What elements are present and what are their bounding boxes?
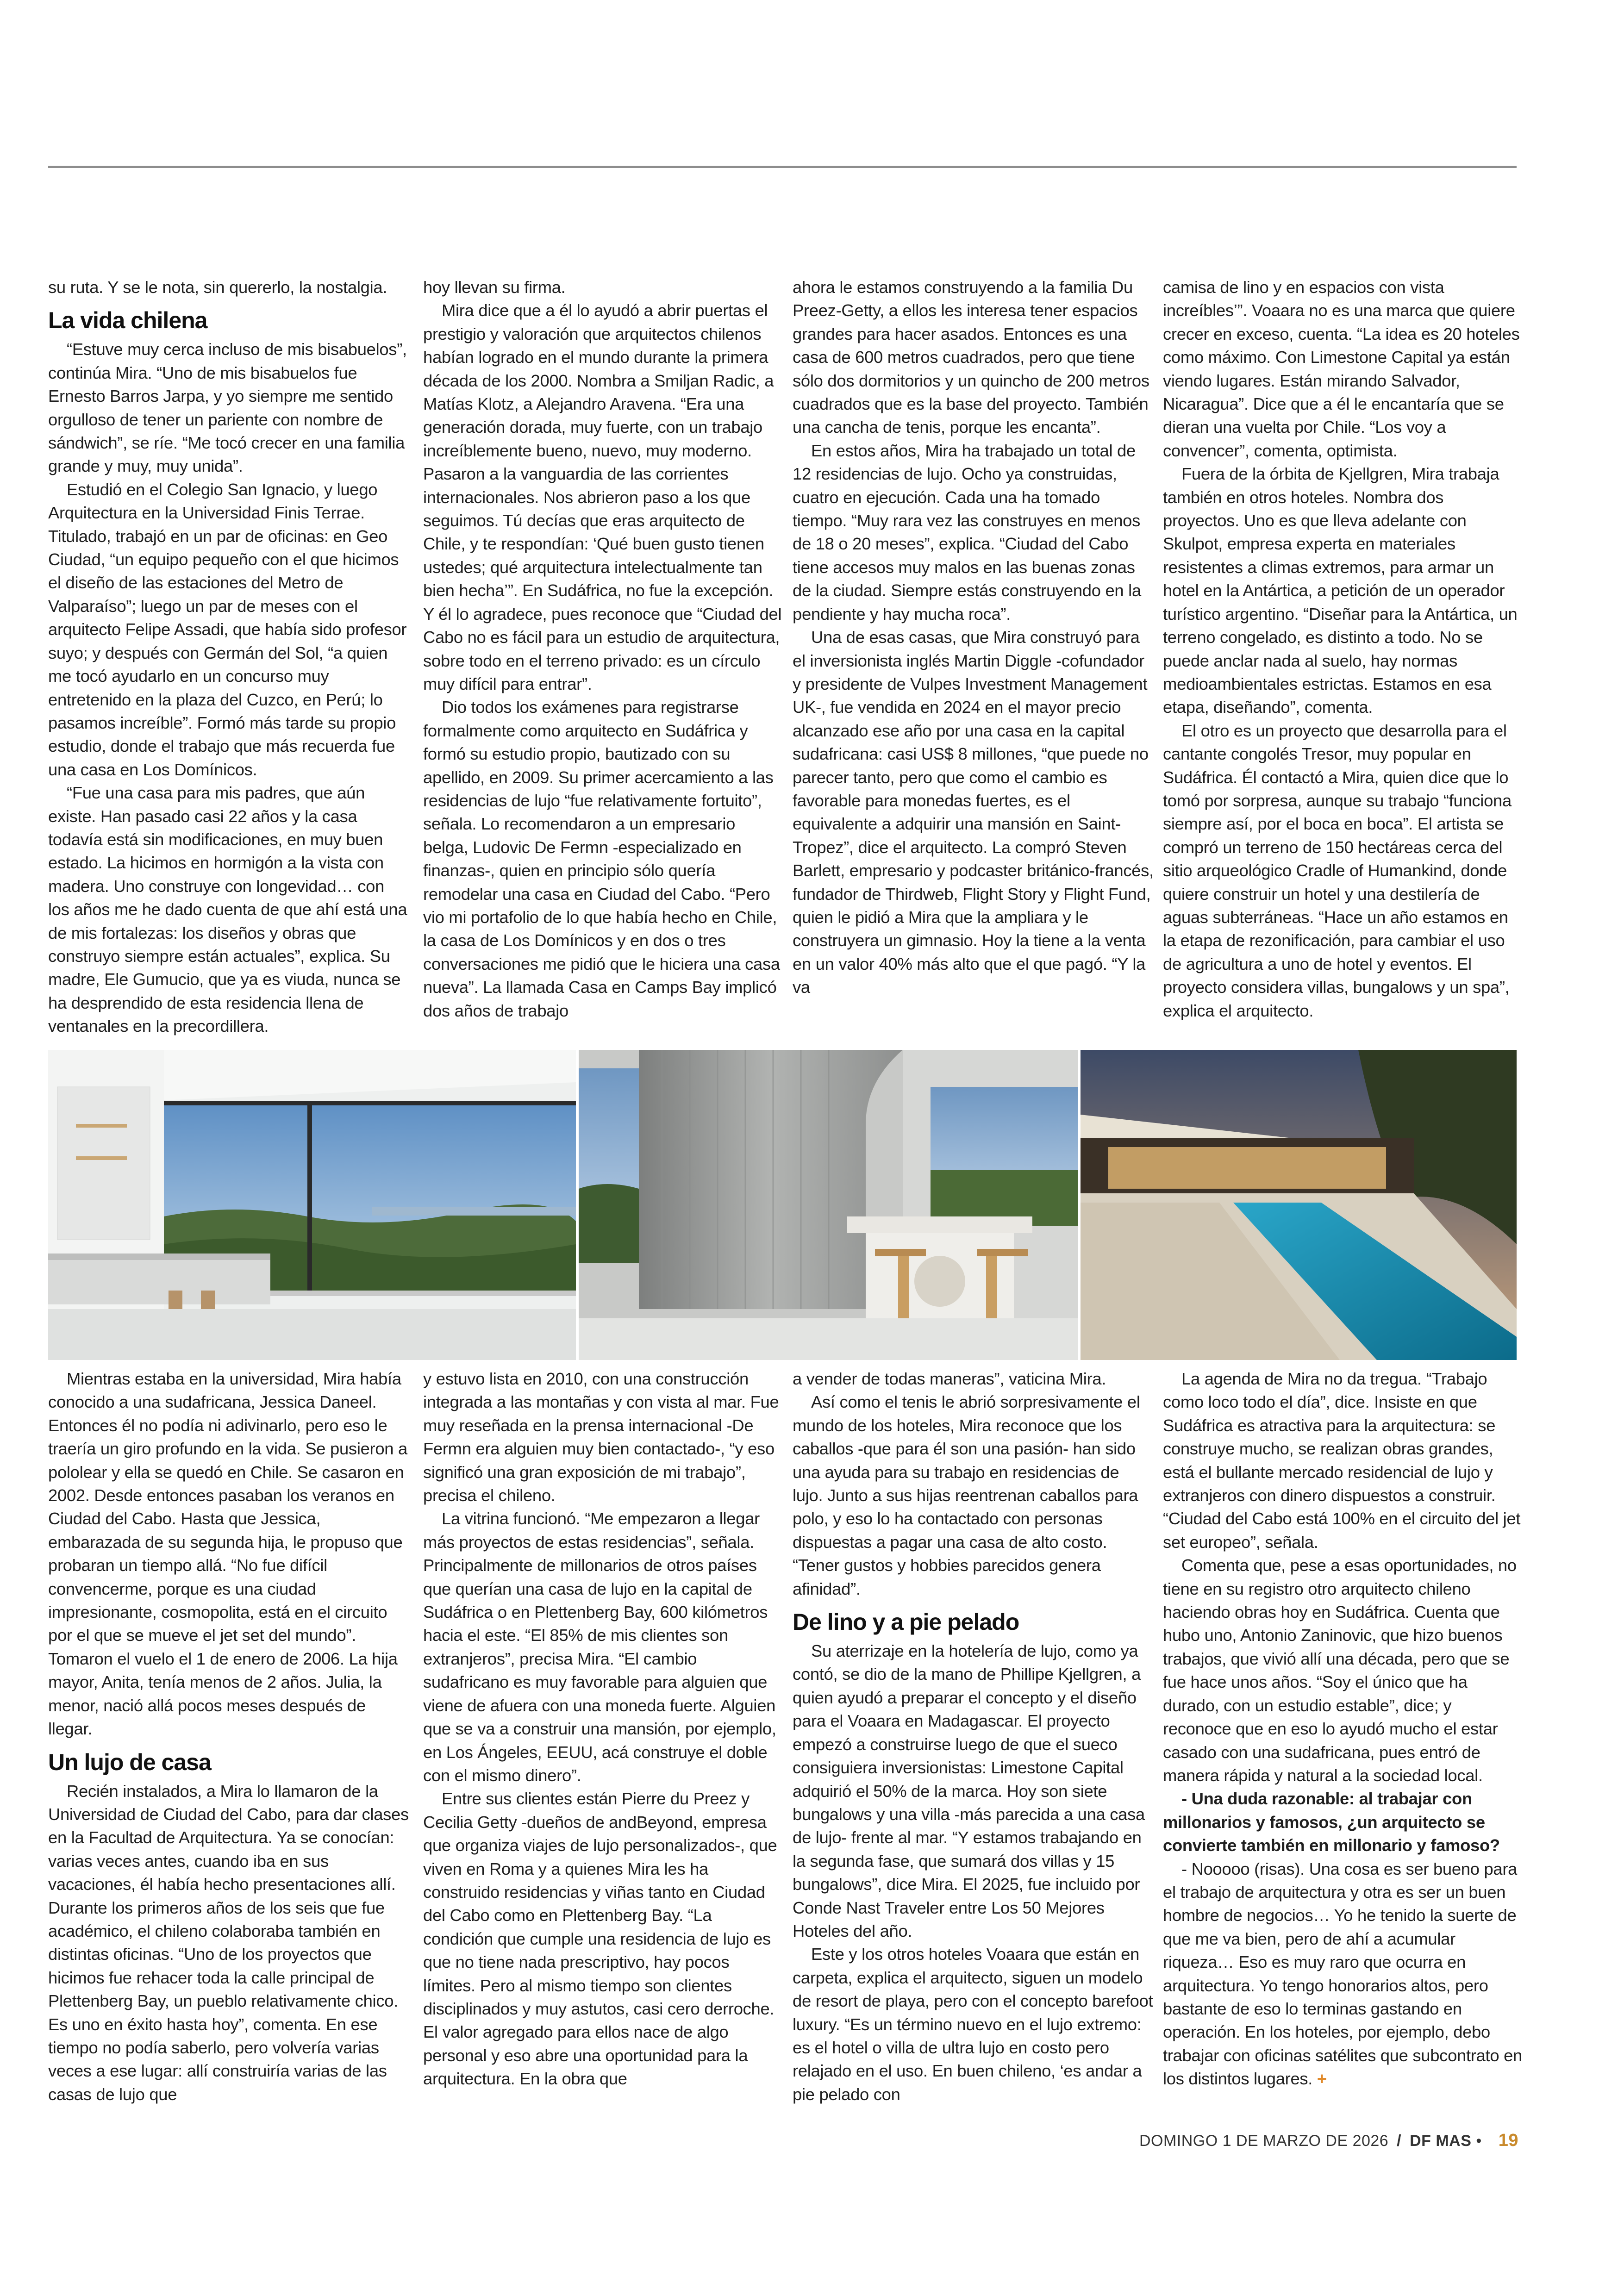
photo-pool-house <box>1081 1050 1517 1360</box>
issue-date: DOMINGO 1 DE MARZO DE 2026 <box>1139 2132 1389 2150</box>
article-paragraph: Recién instalados, a Mira lo llamaron de la Universidad de Ciudad del Cabo, para dar clases en la Facultad de Arquitectura. Ya se conocían: varias veces antes, cuando iba en sus vacaciones, él había hecho presentaciones allí. Durante los primeros años de los seis que fue académico, el chileno colaboraba también en distintas oficinas. “Uno de los proyectos que hicimos fue rehacer toda la calle principal de Plettenberg Bay, un pueblo relativamente chico. Es uno en éxito hasta hoy”, comenta. En ese tiempo no podía saberlo, pero volvería varias veces a ese lugar: allí construiría varias de las casas de lujo que <box>48 1781 409 2104</box>
article-paragraph: “Fue una casa para mis padres, que aún existe. Han pasado casi 22 años y la casa todavía está sin modificaciones, en muy buen estado. La hicimos en hormigón a la vista con madera. Uno construye con longevidad… con los años me he dado cuenta de que ahí está una de mis fortalezas: los diseños y obras que construyo siempre están actuales”, explica. Su madre, Ele Gumucio, que ya es viuda, nunca se ha desprendido de esta residencia llena de ventanales en la precordillera. <box>48 783 407 1036</box>
article-paragraph: Mientras estaba en la universidad, Mira había conocido a una sudafricana, Jessica Daneel. Entonces él no podía ni adivinarlo, pero eso le traería un giro profundo en la vida. Se pusieron a pololear y ella se quedó en Chile. Se casaron en 2002. Desde entonces pasaban los veranos en Ciudad del Cabo. Hasta que Jessica, embarazada de su segunda hija, le propuso que probaran un tiempo allá. “No fue difícil convencerme, porque es una ciudad impresionante, cosmopolita, está en el circuito por el que se mueve el jet set del mundo”. Tomaron el vuelo el 1 de enero de 2006. La hija mayor, Anita, tenía menos de 2 años. Julia, la menor, nació allá pocos meses después de llegar. <box>48 1369 407 1739</box>
article-column-4-top <box>1163 276 1524 1047</box>
article-paragraph: “Estuve muy cerca incluso de mis bisabuelos”, continúa Mira. “Uno de mis bisabuelos fue Ernesto Barros Jarpa, y yo siempre me sentido orgulloso de tener un pariente con nombre de sándwich”, se ríe. “Me tocó crecer en una familia grande y muy, muy unida”. <box>48 340 407 476</box>
article-column-4-bottom <box>1163 1367 1524 2117</box>
article-paragraph-text: - Nooooo (risas). Una cosa es ser bueno para el trabajo de arquitectura y otra es ser un buen hombre de negocios… Yo he tenido la suerte de que me va bien, pero de ahí a acumular riqueza… Eso es muy raro que ocurra en arquitectura. Yo tengo honorarios altos, pero bastante de eso lo terminas gastando en operación. En los hoteles, por ejemplo, debo trabajar con oficinas satélites que subcontrato en los distintos lugares. <box>1163 1859 1522 2089</box>
section-heading: La vida chilena <box>48 307 207 334</box>
article-paragraph: Este y los otros hoteles Voaara que están en carpeta, explica el arquitecto, siguen un modelo de resort de playa, pero con el concepto barefoot luxury. “Es un término nuevo en el lujo extremo: es el hotel o villa de ultra lujo en costo pero relajado en el uso. En buen chileno, ‘es andar a pie pelado con <box>793 1945 1153 2104</box>
article-paragraph: ahora le estamos construyendo a la familia Du Preez-Getty, a ellos les interesa tener espacios grandes para hacer asados. Entonces es una casa de 600 metros cuadrados, pero que tiene sólo dos dormitorios y un quincho de 200 metros cuadrados que es la base del proyecto. También una cancha de tenis, porque les encanta”. <box>793 278 1149 437</box>
interview-question: - Una duda razonable: al trabajar con millonarios y famosos, ¿un arquitecto se convierte también en millonario y famoso? <box>1163 1789 1500 1855</box>
end-mark: + <box>1317 2069 1327 2089</box>
article-paragraph: Mira dice que a él lo ayudó a abrir puertas el prestigio y valoración que arquitectos chilenos habían logrado en el mundo durante la primera década de los 2000. Nombra a Smiljan Radic, a Matías Klotz, a Alejandro Aravena. “Era una generación dorada, muy fuerte, con un trabajo increíblemente bueno, nuevo, muy moderno. Pasaron a la vanguardia de las corrientes internacionales. Nos abrieron paso a los que seguimos. Tú decías que eras arquitecto de Chile, y te respondían: ‘Qué buen gusto tienen ustedes; qué arquitectura intelectualmente tan bien hecha’”. En Sudáfrica, no fue la excepción. Y él lo agradece, pues reconoce que “Ciudad del Cabo no es fácil para un estudio de arquitectura, sobre todo en el terreno privado: es un círculo muy difícil para entrar”. <box>423 301 782 693</box>
article-paragraph: La vitrina funcionó. “Me empezaron a llegar más proyectos de estas residencias”, señala. Principalmente de millonarios de otros países que querían una casa de lujo en la capital de Sudáfrica o en Plettenberg Bay, 600 kilómetros hacia el este. “El 85% de mis clientes son extranjeros”, precisa Mira. “El cambio sudafricano es muy favorable para alguien que viene de afuera con una moneda fuerte. Alguien que se va a construir una mansión, por ejemplo, en Los Ángeles, EEUU, acá construye el doble con el mismo dinero”. <box>423 1509 776 1785</box>
article-paragraph: a vender de todas maneras”, vaticina Mira. <box>793 1369 1106 1388</box>
article-paragraph: Fuera de la órbita de Kjellgren, Mira trabaja también en otros hoteles. Nombra dos proyectos. Uno es que lleva adelante con Skulpot, empresa experta en materiales resistentes a climas extremos, para armar un hotel en la Antártica, a petición de un operador turístico argentino. “Diseñar para la Antártica, un terreno congelado, es distinto a todo. No se puede anclar nada al suelo, hay normas medioambientales estrictas. Estamos en esa etapa, diseñando”, comenta. <box>1163 464 1518 717</box>
article-paragraph: Dio todos los exámenes para registrarse formalmente como arquitecto en Sudáfrica y formó su estudio propio, bautizado con su apellido, en 2009. Su primer acercamiento a las residencias de lujo “fue relativamente fortuito”, señala. Lo recomendaron a un empresario belga, Ludovic De Fermn -especializado en finanzas-, quien en principio sólo quería remodelar una casa en Ciudad del Cabo. “Pero vio mi portafolio de lo que había hecho en Chile, la casa de Los Domínicos y en dos o tres conversaciones me pidió que le hiciera una casa nueva”. La llamada Casa en Camps Bay implicó dos años de trabajo <box>423 698 780 1020</box>
concrete-wall-photo-illustration <box>579 1050 1078 1360</box>
page-footer <box>1139 2127 1518 2154</box>
photo-kitchen-view <box>48 1050 576 1360</box>
section-heading: Un lujo de casa <box>48 1749 211 1775</box>
kitchen-photo-illustration <box>48 1050 576 1360</box>
article-paragraph: camisa de lino y en espacios con vista increíbles’”. Voaara no es una marca que quiere crecer en exceso, cuenta. “La idea es 20 hoteles como máximo. Con Limestone Capital ya están viendo lugares. Están mirando Salvador, Nicaragua”. Dice que a él le encantaría que se dieran una vuelta por Chile. “Los voy a convencer”, comenta, optimista. <box>1163 278 1520 460</box>
article-paragraph: Entre sus clientes están Pierre du Preez y Cecilia Getty -dueños de andBeyond, empresa que organiza viajes de lujo personalizados-, que viven en Roma y a quienes Mira les ha construido residencias y viñas tanto en Ciudad del Cabo como en Plettenberg Bay. “La condición que cumple una residencia de lujo es que no tiene nada prescriptivo, hay pocos límites. Pero al mismo tiempo son clientes disciplinados y muy astutos, casi cero derroche. El valor agregado para ellos nace de algo personal y eso abre una oportunidad para la arquitectura. En la obra que <box>423 1789 777 2089</box>
pool-house-photo-illustration <box>1081 1050 1517 1360</box>
article-paragraph: La agenda de Mira no da tregua. “Trabajo como loco todo el día”, dice. Insiste en que Sudáfrica es atractiva para la arquitectura: se construye mucho, se realizan obras grandes, está el bullante mercado residencial de lujo y extranjeros con dinero dispuestos a construir. “Ciudad del Cabo está 100% en el circuito del jet set europeo”, señala. <box>1163 1369 1521 1552</box>
article-column-1-top <box>48 276 409 1047</box>
article-column-2-bottom <box>423 1367 784 2117</box>
header-rule <box>48 166 1517 168</box>
article-paragraph: Su aterrizaje en la hotelería de lujo, como ya contó, se dio de la mano de Phillipe Kjellgren, a quien ayudó a preparar el concepto y el diseño para el Voaara en Madagascar. El proyecto empezó a construirse luego de que el sueco consiguiera inversionistas: Limestone Capital adquirió el 50% de la marca. Hoy son siete bungalows y una villa -más parecida a una casa de lujo- frente al mar. “Y estamos trabajando en la segunda fase, que sumará dos villas y 15 bungalows”, dice Mira. El 2025, fue incluido por Conde Nast Traveler entre Los 50 Mejores Hoteles del año. <box>793 1641 1145 1940</box>
article-paragraph: Una de esas casas, que Mira construyó para el inversionista inglés Martin Diggle -cofundador y presidente de Vulpes Investment Management UK-, fue vendida en 2024 en el mayor precio alcanzado ese año por una casa en la capital sudafricana: casi US$ 8 millones, “que puede no parecer tanto, pero que como el cambio es favorable para monedas fuertes, es el equivalente a adquirir una mansión en Saint-Tropez”, dice el arquitecto. La compró Steven Barlett, empresario y podcaster británico-francés, fundador de Thirdweb, Flight Story y Flight Fund, quien le pidió a Mira que la ampliara y le construyera un gimnasio. Hoy la tiene a la venta en un valor 40% más alto que el que pagó. “Y la va <box>793 628 1154 997</box>
article-column-3-bottom <box>793 1367 1154 2117</box>
photo-concrete-wall <box>579 1050 1078 1360</box>
article-column-2-top <box>423 276 784 1047</box>
article-paragraph: El otro es un proyecto que desarrolla para el cantante congolés Tresor, muy popular en Sudáfrica. Él contactó a Mira, quien dice que lo tomó por sorpresa, aunque su trabajo “funciona siempre así, por el boca en boca”. El artista se compró un terreno de 150 hectáreas cerca del sitio arqueológico Cradle of Humankind, donde quiere construir un hotel y una destilería de aguas subterráneas. “Hace un año estamos en la etapa de rezonificación, para cambiar el uso de agricultura a uno de hotel y eventos. El proyecto considera villas, bungalows y un spa”, explica el arquitecto. <box>1163 721 1512 1020</box>
publication-name: DF MAS <box>1410 2132 1472 2150</box>
footer-separator: / <box>1397 2132 1402 2150</box>
footer-bullet: • <box>1476 2132 1482 2150</box>
article-paragraph: Estudió en el Colegio San Ignacio, y luego Arquitectura en la Universidad Finis Terrae. Titulado, trabajó en un par de oficinas: en Geo Ciudad, “un equipo pequeño con el que hicimos el diseño de las estaciones del Metro de Valparaíso”; luego un par de meses con el arquitecto Felipe Assadi, que había sido profesor suyo; y después con Germán del Sol, “a quien me tocó ayudarlo en un concurso muy entretenido en la plaza del Cuzco, en Perú; lo pasamos increíble”. Formó más tarde su propio estudio, donde el trabajo que más recuerda fue una casa en Los Domínicos. <box>48 480 407 779</box>
page-number: 19 <box>1498 2131 1518 2150</box>
article-column-3-top <box>793 276 1154 1047</box>
article-paragraph: su ruta. Y se le nota, sin quererlo, la nostalgia. <box>48 278 387 297</box>
article-paragraph <box>1163 1858 1524 2091</box>
photo-strip <box>48 1050 1517 1360</box>
article-column-1-bottom <box>48 1367 409 2117</box>
article-paragraph: y estuvo lista en 2010, con una construcción integrada a las montañas y con vista al mar. Fue muy reseñada en la prensa internacional -De Fermn era alguien muy bien contactado-, “y eso significó una gran exposición de mi trabajo”, precisa el chileno. <box>423 1369 779 1505</box>
article-paragraph: En estos años, Mira ha trabajado un total de 12 residencias de lujo. Ocho ya construidas, cuatro en ejecución. Cada una ha tomado tiempo. “Muy rara vez las construyes en menos de 18 o 20 meses”, explica. “Ciudad del Cabo tiene accesos muy malos en las buenas zonas de la ciudad. Siempre estás construyendo en la pendiente y hay mucha roca”. <box>793 441 1141 624</box>
article-paragraph: hoy llevan su firma. <box>423 278 566 297</box>
article-paragraph: Así como el tenis le abrió sorpresivamente el mundo de los hoteles, Mira reconoce que los caballos -que para él son una pasión- han sido una ayuda para su trabajo en residencias de lujo. Junto a sus hijas reentrenan caballos para polo, y eso lo ha contactado con personas dispuestas a pagar una casa de alto costo. “Tener gustos y hobbies parecidos genera afinidad”. <box>793 1392 1140 1598</box>
section-heading: De lino y a pie pelado <box>793 1609 1019 1635</box>
article-paragraph: Comenta que, pese a esas oportunidades, no tiene en su registro otro arquitecto chileno haciendo obras hoy en Sudáfrica. Cuenta que hubo uno, Antonio Zaninovic, que hizo buenos trabajos, que vivió allí una década, pero que se fue hace unos años. “Soy el único que ha durado, con un estudio estable”, dice; y reconoce que en eso lo ayudó mucho el estar casado con una sudafricana, pues entró de manera rápida y natural a la sociedad local. <box>1163 1556 1517 1785</box>
